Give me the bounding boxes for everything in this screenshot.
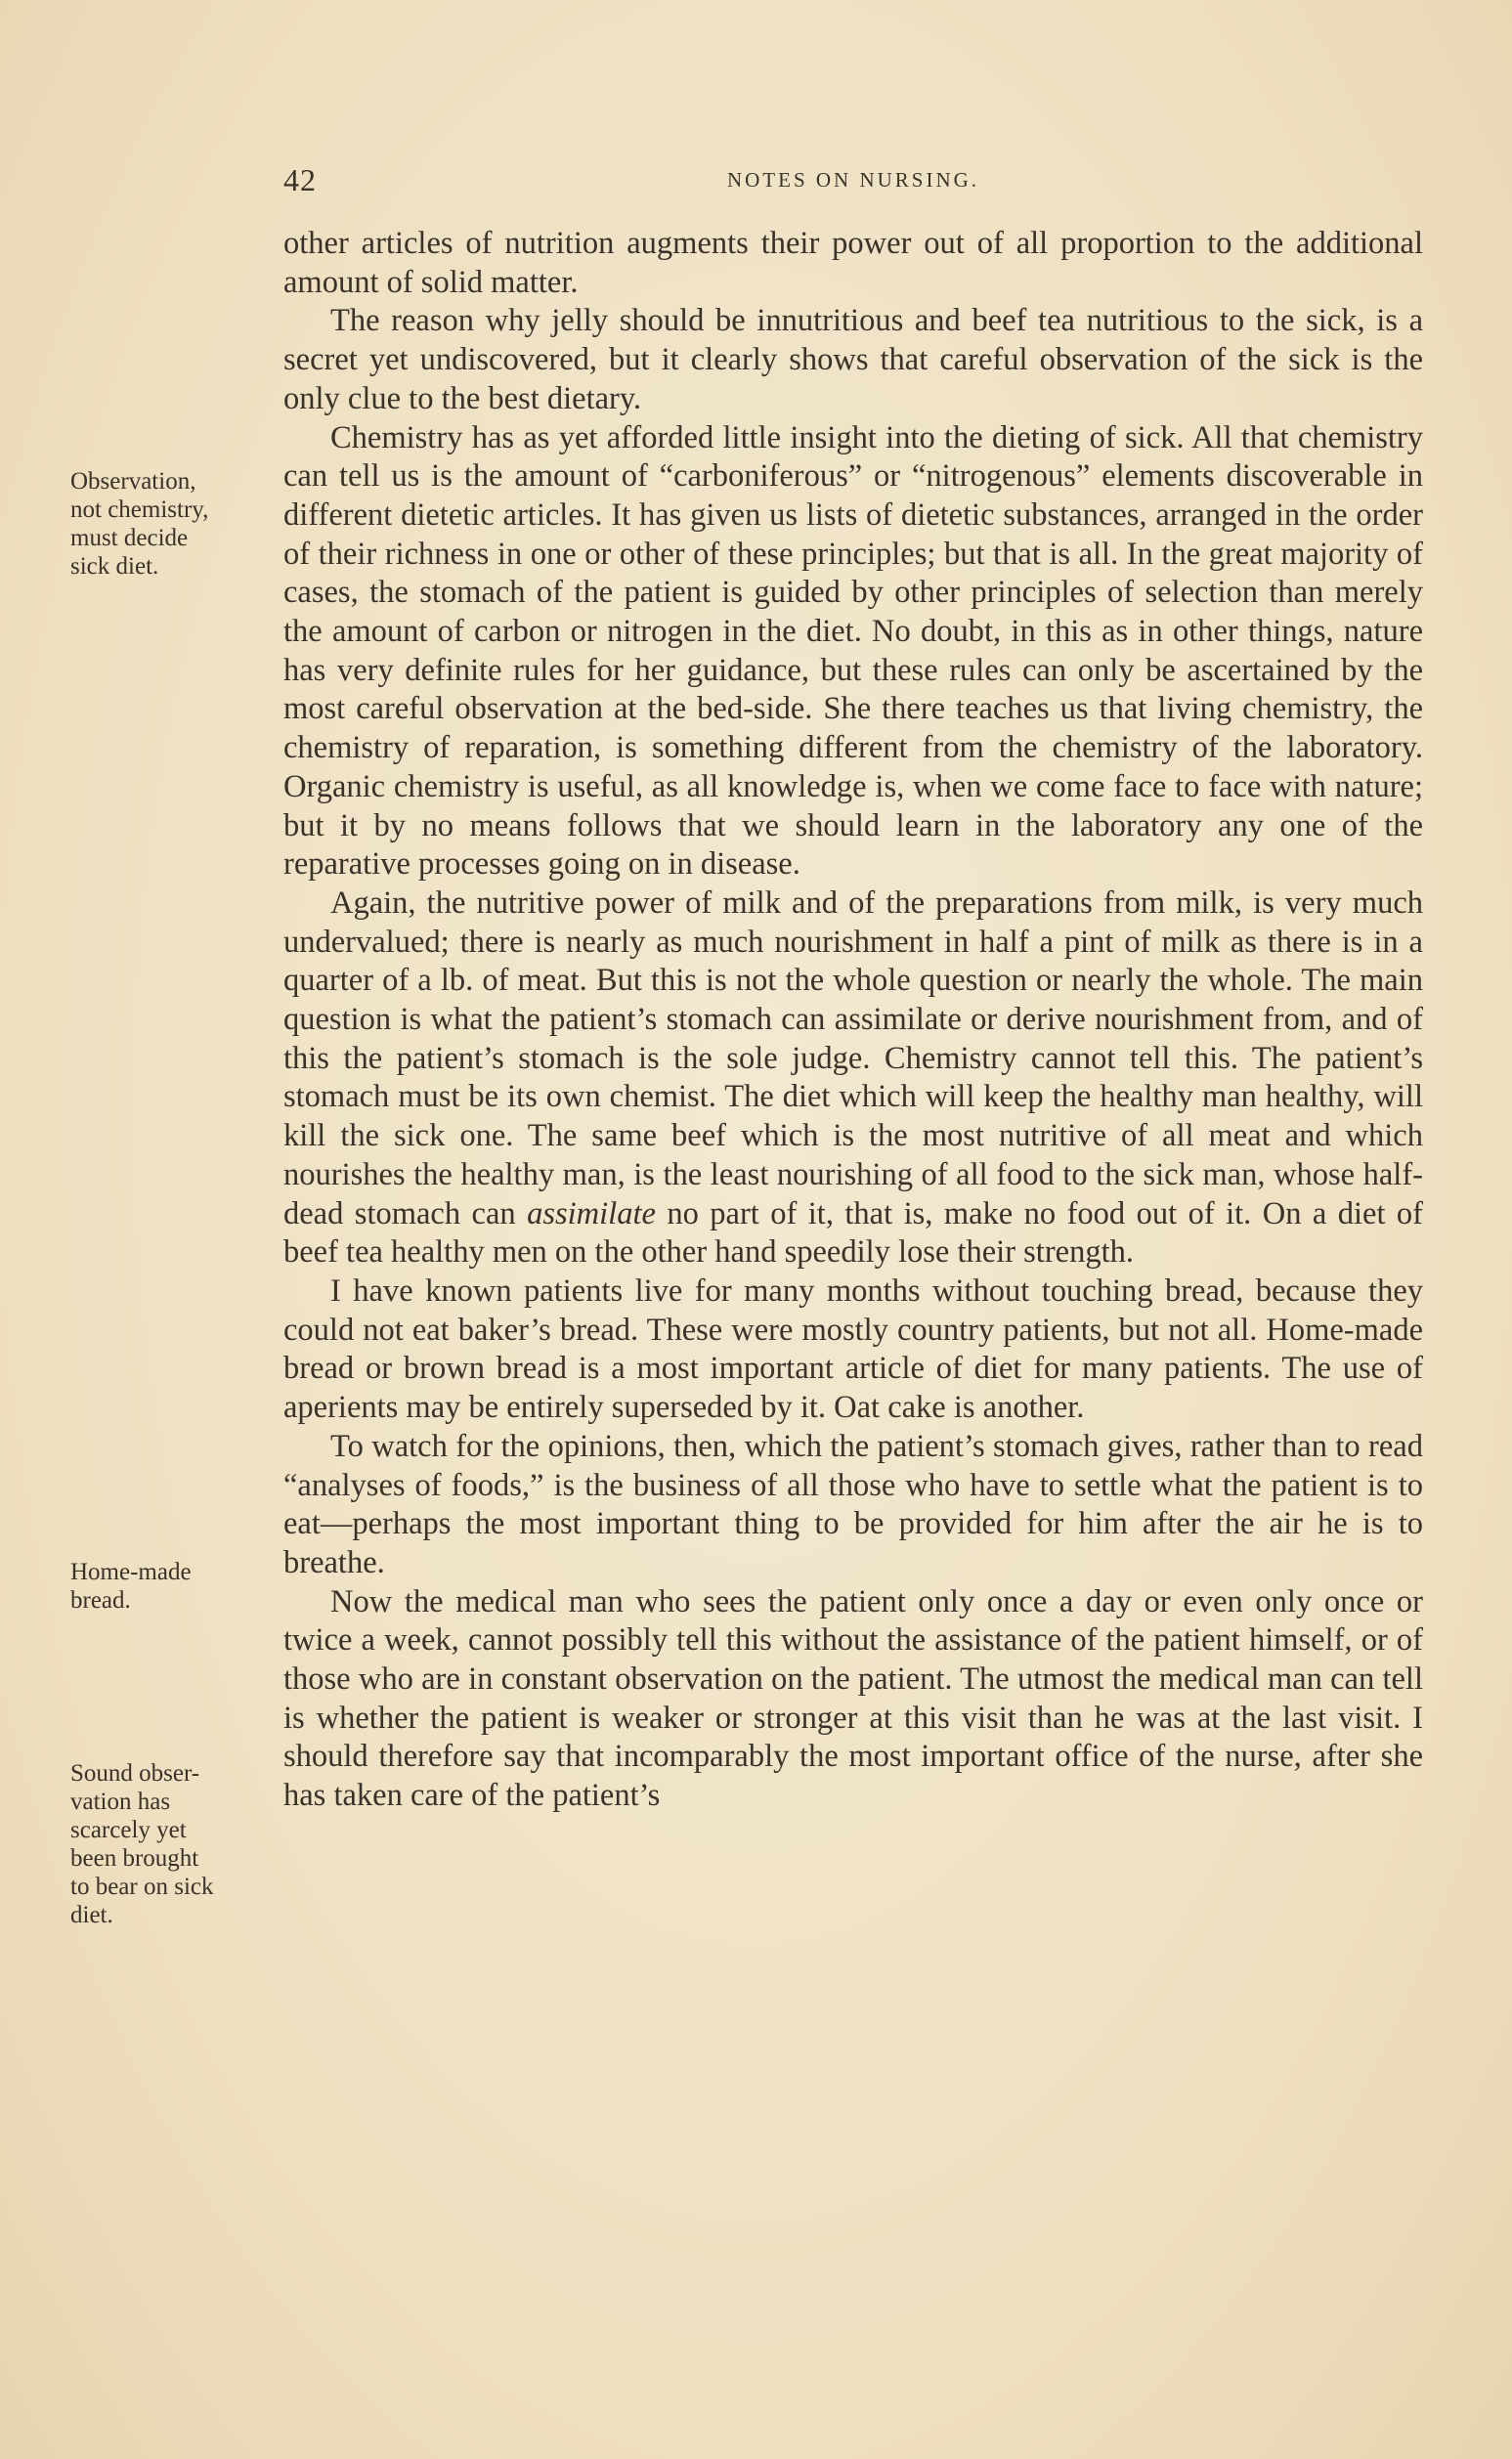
paragraph-text: no part of it, that is, make no food out of it. On a diet of beef tea healthy men on the other hand speedily lose their strength. <box>283 1195 1423 1271</box>
sidenote-home-made-bread <box>70 1558 285 1615</box>
paragraph: Chemistry has as yet afforded little insight into the dieting of sick. All that chemistry can tell us is the amount of “carboniferous” or “nitrogenous” elements discoverable in different dietetic articles. It has given us lists of dietetic substances, arranged in the order of their richness in one or other of these principles; but that is all. In the great majority of cases, the stomach of the patient is guided by other principles of selection than merely the amount of carbon or nitrogen in the diet. No doubt, in this as in other things, nature has very definite rules for her guidance, but these rules can only be ascertained by the most careful observation at the bed-side. She there teaches us that living chemistry, the chemistry of reparation, is something different from the chemistry of the laboratory. Organic chemistry is useful, as all knowledge is, when we come face to face with nature; but it by no means follows that we should learn in the laboratory any one of the reparative processes going on in disease. <box>283 419 1423 883</box>
sidenote-line: vation has <box>70 1789 171 1815</box>
running-title: NOTES ON NURSING. <box>726 168 980 192</box>
sidenote-line: Observation, <box>70 468 196 495</box>
paragraph: The reason why jelly should be innutritious and beef tea nutritious to the sick, is a secret yet undiscovered, but it clearly shows that careful observation of the sick is the only clue to the best dietary. <box>283 303 1423 416</box>
paragraph: To watch for the opinions, then, which the patient’s stomach gives, rather than to read “analyses of foods,” is the business of all those who have to settle what the patient is to eat—perhaps the most important thing to be provided for him after the air he is to breathe. <box>283 1428 1423 1580</box>
sidenote-line: been brought <box>70 1845 199 1872</box>
sidenote-line: not chemistry, <box>70 496 209 523</box>
paragraph: Now the medical man who sees the patient only once a day or even only once or twice a week, cannot possibly tell this without the assistance of the patient himself, or of those who are in constant observation on the patient. The utmost the medical man can tell is whether the patient is weaker or stronger at this visit than he was at the last visit. I should therefore say that incomparably the most important office of the nurse, after she has taken care of the patient’s <box>283 1583 1423 1814</box>
paragraph <box>283 884 1423 1273</box>
page-header <box>283 162 1423 203</box>
sidenote-line: Home-made <box>70 1559 192 1585</box>
emphasis-text: assimilate <box>527 1195 656 1231</box>
paragraph-text: Again, the nutritive power of milk and of the preparations from milk, is very much undervalued; there is nearly as much nourishment in half a pint of milk as there is in a quarter of a lb. of meat. But this is not the whole question or nearly the whole. The main question is what the patient’s stomach can assimilate or derive nourishment from, and of this the patient’s stomach is the sole judge. Chemistry cannot tell this. The patient’s stomach must be its own chemist. The diet which will keep the healthy man healthy, will kill the sick one. The same beef which is the most nutritive of all meat and which nourishes the healthy man, is the least nourishing of all food to the sick man, whose half-dead stomach can <box>283 884 1423 1231</box>
sidenote-line: bread. <box>70 1587 131 1614</box>
sidenote-line: sick diet. <box>70 553 159 580</box>
sidenote-sound-observation <box>70 1759 285 1929</box>
body-text <box>283 225 1423 1816</box>
sidenote-line: diet. <box>70 1902 113 1928</box>
sidenote-line: Sound obser- <box>70 1760 200 1787</box>
page-number: 42 <box>283 162 317 197</box>
paragraph: other articles of nutrition augments their power out of all proportion to the additional amount of solid matter. <box>283 226 1423 300</box>
sidenote-line: must decide <box>70 525 189 551</box>
sidenote-line: to bear on sick <box>70 1874 214 1900</box>
sidenote-observation <box>70 467 285 581</box>
paragraph: I have known patients live for many months without touching bread, because they could not eat baker’s bread. These were mostly country patients, but not all. Home-made bread or brown bread is a most important article of diet for many patients. The use of aperients may be entirely superseded by it. Oat cake is another. <box>283 1273 1423 1426</box>
sidenote-line: scarcely yet <box>70 1817 187 1843</box>
